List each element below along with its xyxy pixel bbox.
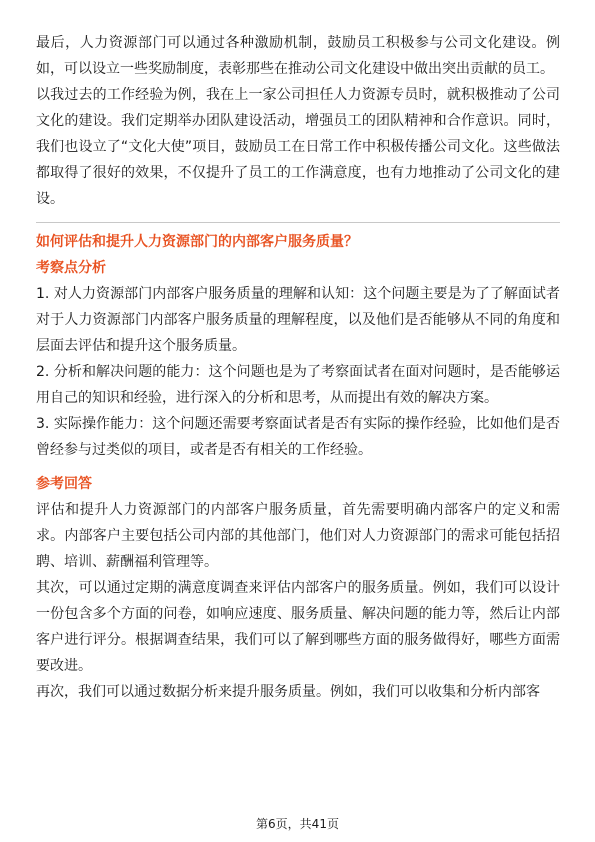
analysis-item-3: 3. 实际操作能力：这个问题还需要考察面试者是否有实际的操作经验，比如他们是否曾经参与过类似的项目，或者是否有相关的工作经验。 [36, 416, 560, 458]
intro-paragraph-2: 以我过去的工作经验为例，我在上一家公司担任人力资源专员时，就积极推动了公司文化的建设。我们定期举办团队建设活动，增强员工的团队精神和合作意识。同时，我们也设立了“文化大使”项目，鼓励员工在日常工作中积极传播公司文化。这些做法都取得了很好的效果，不仅提升了员工的工作满意度，也有力地推动了公司文化的建设。 [36, 87, 560, 207]
answer-paragraph-1: 评估和提升人力资源部门的内部客户服务质量，首先需要明确内部客户的定义和需求。内部客户主要包括公司内部的其他部门，他们对人力资源部门的需求可能包括招聘、培训、薪酬福利管理等。 [36, 502, 560, 570]
analysis-item-2: 2. 分析和解决问题的能力：这个问题也是为了考察面试者在面对问题时，是否能够运用自己的知识和经验，进行深入的分析和思考，从而提出有效的解决方案。 [36, 364, 560, 406]
question-title: 如何评估和提升人力资源部门的内部客户服务质量？ [36, 234, 358, 250]
document-page [36, 30, 560, 705]
intro-paragraph-1: 最后，人力资源部门可以通过各种激励机制，鼓励员工积极参与公司文化建设。例如，可以设立一些奖励制度，表彰那些在推动公司文化建设中做出突出贡献的员工。 [36, 35, 560, 77]
answer-paragraph-2: 其次，可以通过定期的满意度调查来评估内部客户的服务质量。例如，我们可以设计一份包含多个方面的问卷，如响应速度、服务质量、解决问题的能力等，然后让内部客户进行评分。根据调查结果，我们可以了解到哪些方面的服务做得好，哪些方面需要改进。 [36, 580, 560, 674]
answer-heading: 参考回答 [36, 476, 92, 492]
page-number: 第6页，共41页 [256, 817, 339, 831]
section-divider [36, 222, 560, 223]
analysis-item-1: 1. 对人力资源部门内部客户服务质量的理解和认知：这个问题主要是为了了解面试者对于人力资源部门内部客户服务质量的理解程度，以及他们是否能够从不同的角度和层面去评估和提升这个服务质量。 [36, 286, 560, 354]
spacer [36, 463, 560, 471]
analysis-heading: 考察点分析 [36, 260, 106, 276]
answer-paragraph-3: 再次，我们可以通过数据分析来提升服务质量。例如，我们可以收集和分析内部客 [36, 684, 540, 700]
